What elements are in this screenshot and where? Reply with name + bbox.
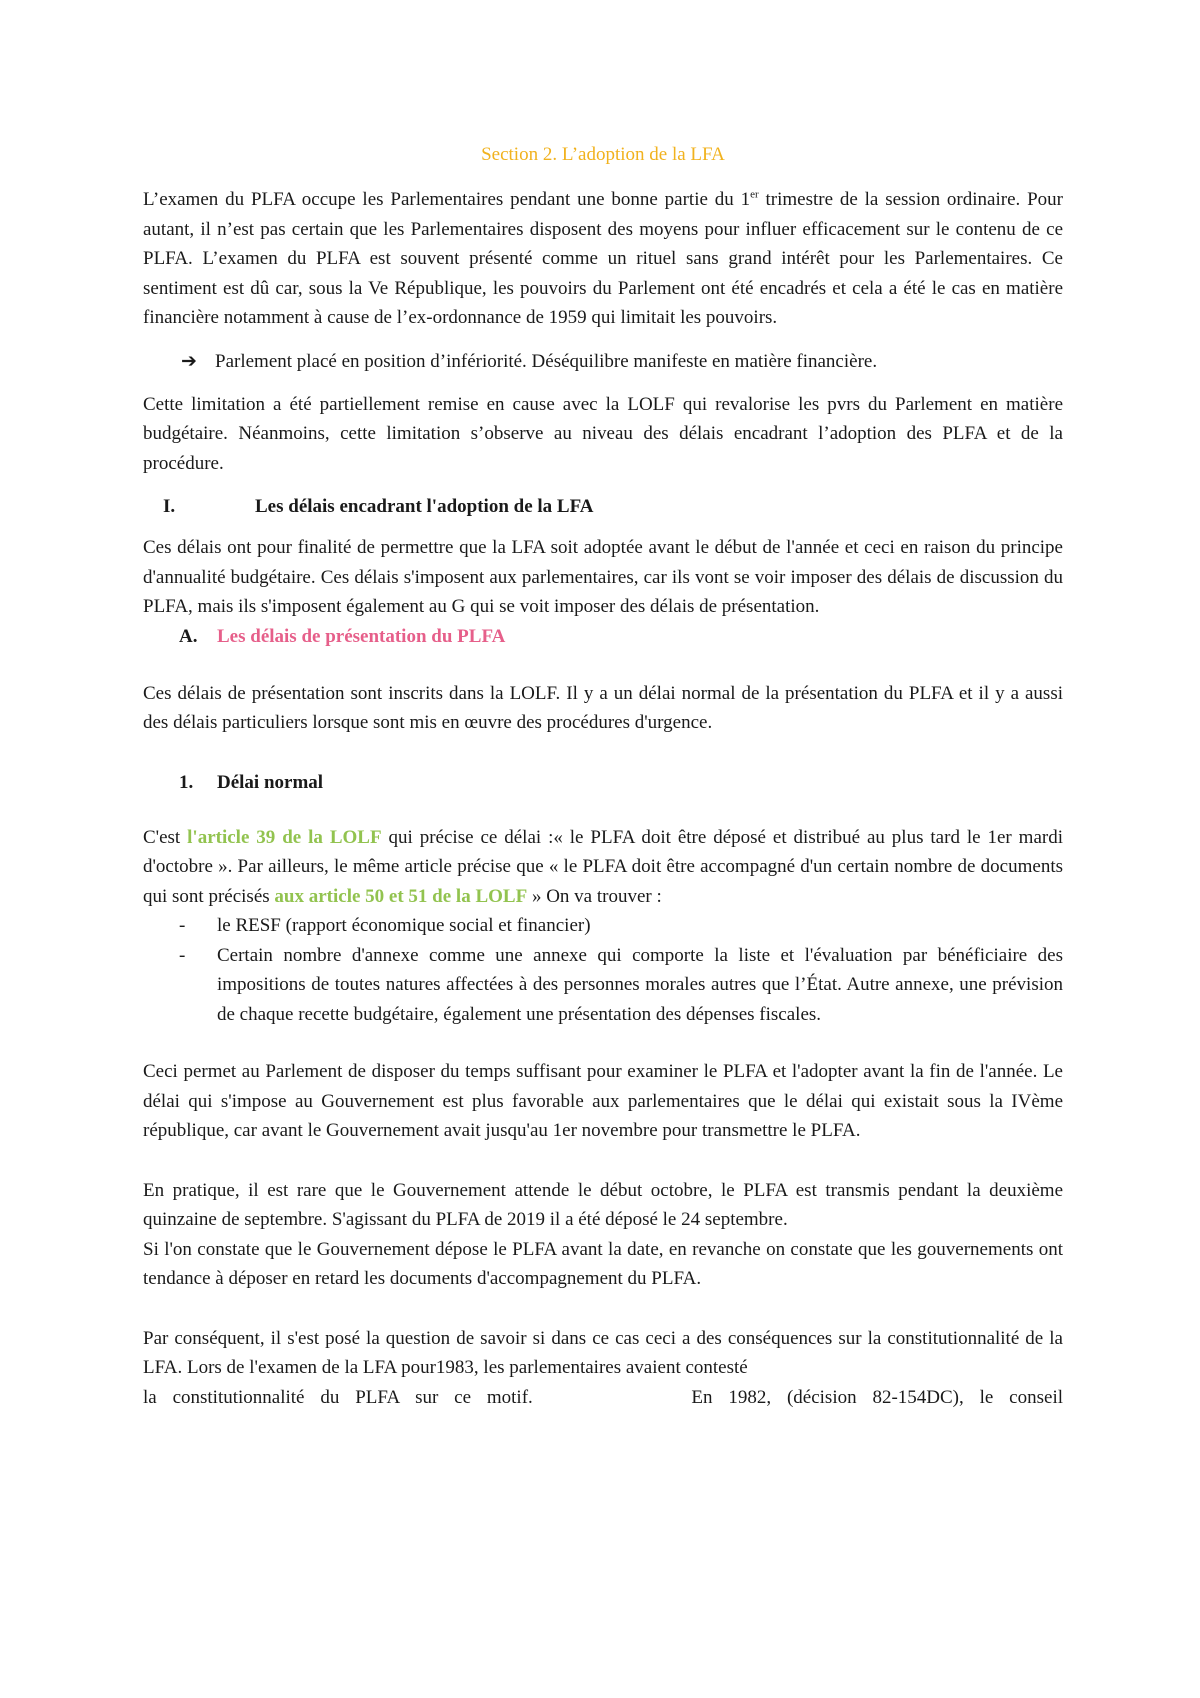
intro-superscript: er	[750, 188, 759, 201]
dash-bullet: -	[179, 915, 186, 936]
heading-label: Les délais de présentation du PLFA	[217, 625, 506, 647]
paragraph-delais: Ces délais ont pour finalité de permettre que la LFA soit adoptée avant le début de l'année et ceci en raison du principe d'annualité budgétaire. Ces délais s'imposent aux parlementaires, car ils vont se voir imposer des délais de discussion du PLFA, mais ils s'imposent également au G qui se voit imposer des délais de présentation.	[143, 537, 1063, 617]
heading-delai-normal	[143, 768, 1063, 797]
section-title: Section 2. L’adoption de la LFA	[481, 144, 725, 165]
text-segment: » On va trouver :	[527, 885, 662, 907]
heading-number: 1.	[179, 771, 194, 793]
heading-number: A.	[179, 625, 198, 647]
documents-list	[143, 911, 1063, 1029]
heading-section-i	[143, 492, 1063, 521]
intro-text: L’examen du PLFA occupe les Parlementaires pendant une bonne partie du 1	[143, 189, 751, 210]
list-item	[143, 941, 1063, 1030]
arrow-point-text: Parlement placé en position d’infériorité. Déséquilibre manifeste en matière financière.	[215, 350, 878, 372]
paragraph-documents-retard: Si l'on constate que le Gouvernement dépose le PLFA avant la date, en revanche on constate que les gouvernements ont tendance à déposer en retard les documents d'accompagnement du PLFA.	[143, 1238, 1063, 1289]
arrow-point	[181, 347, 1063, 376]
paragraph-presentation: Ces délais de présentation sont inscrits dans la LOLF. Il y a un délai normal de la présentation du PLFA et il y a aussi des délais particuliers lorsque sont mis en œuvre des procédures d'urgence.	[143, 682, 1063, 733]
paragraph-delai-favorable: Ceci permet au Parlement de disposer du temps suffisant pour examiner le PLFA et l'adopter avant la fin de l'année. Le délai qui s'impose au Gouvernement est plus favorable aux parlementaires que le délai qui existait sous la IVème république, car avant le Gouvernement avait jusqu'au 1er novembre pour transmettre le PLFA.	[143, 1061, 1063, 1141]
article-50-51-reference: aux article 50 et 51 de la LOLF	[274, 885, 528, 907]
heading-label: Les délais encadrant l'adoption de la LFA	[255, 496, 594, 517]
text-segment: C'est	[143, 826, 188, 848]
paragraph-lolf: Cette limitation a été partiellement remise en cause avec la LOLF qui revalorise les pvrs du Parlement en matière budgétaire. Néanmoins, cette limitation s’observe au niveau des délais encadrant l’adoption des PLFA et de la procédure.	[143, 393, 1063, 474]
intro-rest: trimestre de la session ordinaire. Pour autant, il n’est pas certain que les Parlementaires disposent des moyens pour influer efficacement sur le contenu de ce PLFA. L’examen du PLFA est souvent présenté comme un rituel sans grand intérêt pour les Parlementaires. Ce sentiment est dû car, sous la Ve République, les pouvoirs du Parlement ont été encadrés et cela a été le cas en matière financière notamment à cause de l’ex-ordonnance de 1959 qui limitait les pouvoirs.	[143, 189, 1063, 328]
article-39-reference: l'article 39 de la LOLF	[187, 826, 382, 848]
heading-number: I.	[163, 496, 176, 517]
intro-paragraph	[143, 185, 1063, 333]
paragraph-article-39	[143, 823, 1063, 912]
dash-bullet: -	[179, 944, 186, 966]
document-body	[143, 140, 1063, 1412]
paragraph-pratique: En pratique, il est rare que le Gouvernement attende le début octobre, le PLFA est transmis pendant la deuxième quinzaine de septembre. S'agissant du PLFA de 2019 il a été déposé le 24 septembre.	[143, 1179, 1063, 1230]
list-item-text: le RESF (rapport économique social et financier)	[217, 915, 591, 936]
paragraph-constitutionnalite: Par conséquent, il s'est posé la question de savoir si dans ce cas ceci a des conséquences sur la constitutionnalité de la LFA. Lors de l'examen de la LFA pour1983, les parlementaires avaient contesté	[143, 1327, 1063, 1378]
list-item-text: Certain nombre d'annexe comme une annexe qui comporte la liste et l'évaluation par bénéficiaire des impositions de toutes natures affectées à des personnes morales autres que l’État. Autre annexe, une prévision de chaque recette budgétaire, également une présentation des dépenses fiscales.	[217, 944, 1063, 1025]
text-segment: qui précise ce délai :« le PLFA doit être déposé et distribué au plus tard le 1er mardi d'octobre ». Par ailleurs, le même article précise que « le PLFA doit être accompagné d'un certain nombre de documents qui sont précisés	[143, 826, 1064, 907]
paragraph-last-line: la constitutionnalité du PLFA sur ce motif. En 1982, (décision 82-154DC), le conseil	[143, 1386, 1063, 1408]
heading-label: Délai normal	[217, 771, 324, 793]
heading-subsection-a	[143, 622, 1063, 651]
list-item	[143, 911, 1063, 941]
arrow-right-icon: ➔	[181, 350, 197, 372]
